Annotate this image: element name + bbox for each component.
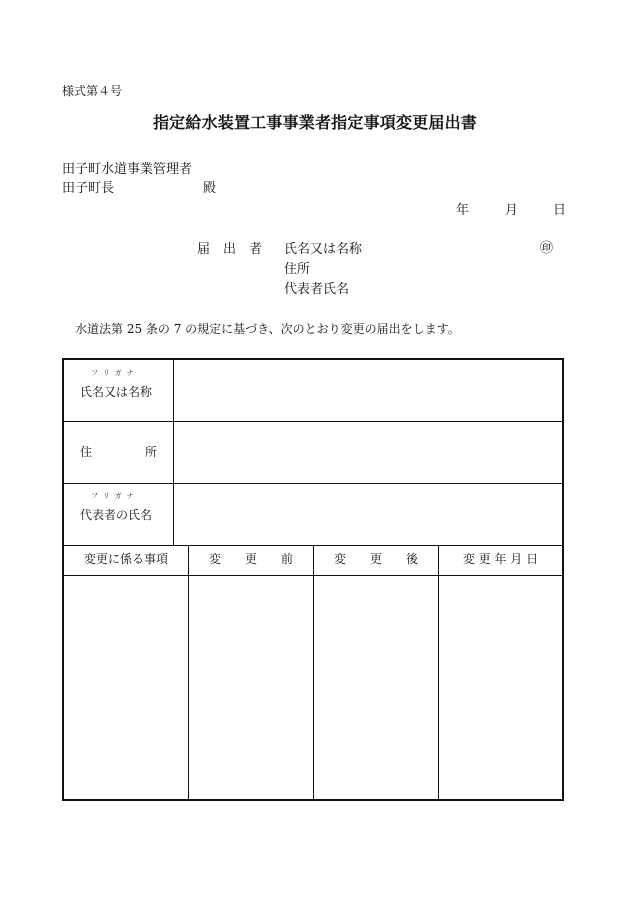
representative-furigana-label: フリガナ	[91, 492, 139, 500]
change-notification-table	[62, 358, 564, 801]
page-title: 指定給水装置工事事業者指定事項変更届出書	[152, 113, 477, 132]
column-header-change-date: 変 更 年 月 日	[462, 552, 539, 566]
address-label-char-1: 住	[80, 445, 93, 459]
date-month-label: 月	[505, 203, 519, 218]
applicant-representative-label: 代表者氏名	[284, 282, 350, 297]
before-change-cell[interactable]	[189, 576, 312, 799]
address-field[interactable]	[175, 422, 562, 482]
representative-label: 代表者の氏名	[80, 508, 153, 522]
name-field[interactable]	[175, 360, 562, 420]
after-change-cell[interactable]	[314, 576, 437, 799]
column-header-before-change: 変 更 前	[208, 552, 293, 566]
form-number: 様式第４号	[62, 84, 123, 98]
applicant-address-label: 住所	[284, 262, 311, 277]
seal-mark: ㊞	[540, 241, 554, 256]
applicant-name-label: 氏名又は名称	[284, 242, 363, 257]
date-day-label: 日	[553, 203, 567, 218]
addressee-honorific: 殿	[203, 181, 217, 196]
representative-field[interactable]	[175, 484, 562, 544]
column-header-after-change: 変 更 後	[333, 552, 418, 566]
date-year-label: 年	[456, 203, 470, 218]
changed-item-cell[interactable]	[64, 576, 187, 799]
column-divider	[173, 360, 174, 545]
address-label-char-2: 所	[145, 445, 158, 459]
applicant-label: 届 出 者	[197, 242, 263, 257]
name-furigana-label: フリガナ	[91, 369, 139, 377]
name-label: 氏名又は名称	[80, 385, 153, 399]
addressee-line-2: 田子町長	[62, 181, 115, 196]
column-header-changed-item: 変更に係る事項	[83, 552, 168, 566]
change-date-cell[interactable]	[439, 576, 562, 799]
statement-text: 水道法第 25 条の 7 の規定に基づき、次のとおり変更の届出をします。	[75, 322, 460, 336]
addressee-line-1: 田子町水道事業管理者	[62, 162, 193, 177]
